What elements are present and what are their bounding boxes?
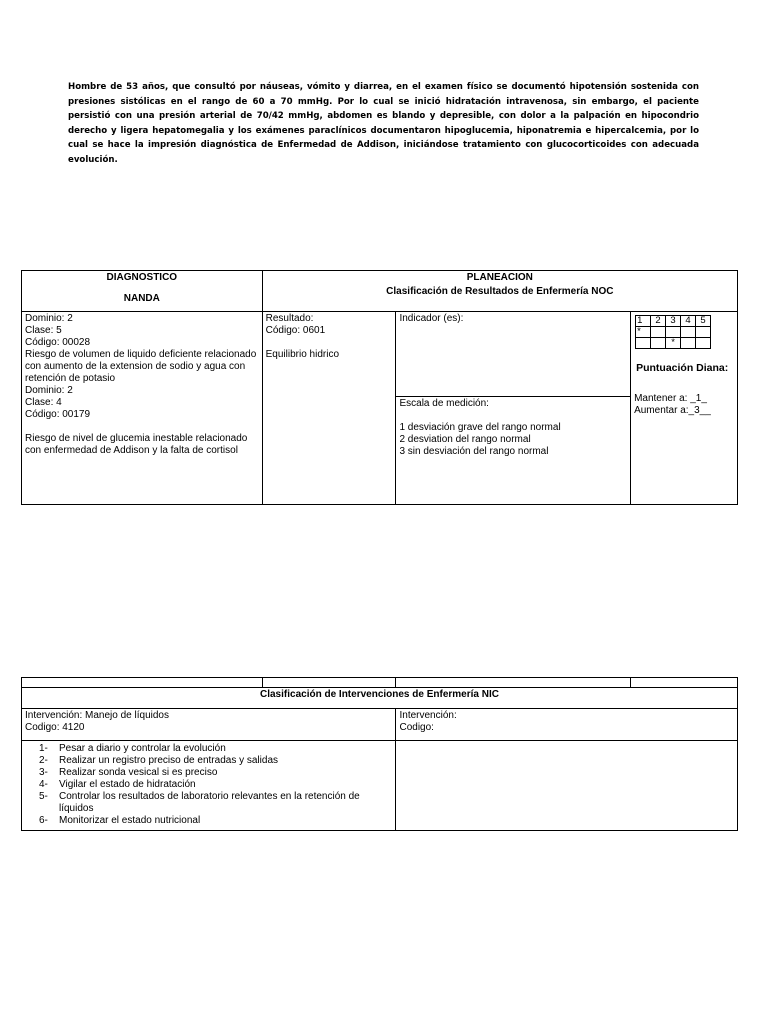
score-mark	[696, 338, 711, 349]
list-item: 2- Realizar un registro preciso de entradas y salidas	[39, 755, 278, 766]
score-grid	[635, 315, 711, 349]
dx1-text: Riesgo de volumen de liquido deficiente relacionado con aumento de la extension de sodio y agua con retención de potasio	[25, 349, 257, 384]
list-item: 5- Controlar los resultados de laboratorio relevantes en la retención de líquidos	[39, 791, 360, 814]
score-header: 4	[681, 316, 696, 327]
case-description: Hombre de 53 años, que consultó por náuseas, vómito y diarrea, en el examen físico se documentó hipotensión sostenida con presiones sistólicas en el rango de 60 a 70 mmHg. Por lo cual se inició hidratación intravenosa, sin embargo, el paciente persistió con una presión arterial de 70/42 mmHg, abdomen es blando y depresible, con dolor a la palpación en hipocondrio derecho y ligera hepatomegalia y los exámenes paraclínicos documentaron hipoglucemia, hiponatremia e hipercalcemia, por lo cual se hace la impresión diagnóstica de Enfermedad de Addison, iniciándose tratamiento con glucocorticoides con adecuada evolución.	[68, 82, 699, 165]
right-activities-cell	[396, 741, 738, 831]
escala-label: Escala de medición:	[399, 398, 489, 410]
escala-item: 3 sin desviación del rango normal	[399, 446, 549, 458]
mantener-value: Mantener a: _1_	[634, 393, 707, 404]
left-intervencion: Intervención: Manejo de líquidos	[25, 710, 169, 721]
planeacion-header-cell	[262, 271, 737, 312]
left-codigo: Codigo: 4120	[25, 722, 85, 733]
aumentar-value: Aumentar a:_3__	[634, 405, 711, 416]
puntuacion-cell	[631, 312, 738, 505]
resultado-cell	[262, 312, 396, 505]
escala-cell	[396, 397, 631, 505]
noc-title: Clasificación de Resultados de Enfermería NOC	[386, 286, 614, 297]
dx1-dominio: Dominio: 2	[25, 313, 73, 324]
score-header: 3	[666, 316, 681, 327]
left-intervention-cell	[22, 709, 396, 741]
score-header: 1	[636, 316, 651, 327]
diagnosis-cell	[22, 312, 263, 505]
score-mark	[666, 327, 681, 338]
dx1-clase: Clase: 5	[25, 325, 62, 336]
right-intervention-cell	[396, 709, 738, 741]
dx2-clase: Clase: 4	[25, 397, 62, 408]
indicador-label: Indicador (es):	[399, 313, 464, 324]
score-mark	[651, 327, 666, 338]
score-header: 2	[651, 316, 666, 327]
score-mark	[681, 327, 696, 338]
puntuacion-diana: Puntuación Diana:	[636, 362, 729, 374]
nic-table	[21, 677, 738, 831]
activities-cell	[22, 741, 396, 831]
list-item: 4- Vigilar el estado de hidratación	[39, 779, 196, 790]
resultado-nombre: Equilibrio hidrico	[265, 349, 340, 360]
score-header: 5	[696, 316, 711, 327]
activities-list	[25, 743, 392, 827]
dx2-text: Riesgo de nivel de glucemia inestable relacionado con enfermedad de Addison y la falta de cortisol	[25, 433, 248, 456]
escala-item: 2 desviation del rango normal	[399, 434, 531, 446]
score-mark	[696, 327, 711, 338]
nanda-label: NANDA	[123, 293, 160, 304]
dx1-codigo: Código: 00028	[25, 337, 91, 348]
list-item: 1- Pesar a diario y controlar la evolución	[39, 743, 226, 754]
indicador-cell	[396, 312, 631, 397]
score-mark: *	[636, 327, 651, 338]
score-mark: *	[666, 338, 681, 349]
nanda-noc-table	[21, 270, 738, 505]
score-mark	[681, 338, 696, 349]
resultado-label: Resultado:	[265, 313, 314, 324]
planeacion-header: PLANEACION	[466, 272, 533, 283]
list-item: 6- Monitorizar el estado nutricional	[39, 815, 201, 826]
list-item: 3- Realizar sonda vesical si es preciso	[39, 767, 218, 778]
dx2-dominio: Dominio: 2	[25, 385, 73, 396]
right-codigo: Codigo:	[399, 722, 434, 733]
score-mark	[651, 338, 666, 349]
nic-title: Clasificación de Intervenciones de Enfermería NIC	[22, 688, 738, 709]
right-intervencion: Intervención:	[399, 710, 457, 721]
diagnostico-header: DIAGNOSTICO	[106, 272, 178, 283]
dx2-codigo: Código: 00179	[25, 409, 91, 420]
diagnostico-header-cell	[22, 271, 263, 312]
resultado-codigo: Código: 0601	[265, 325, 326, 336]
escala-item: 1 desviación grave del rango normal	[399, 422, 561, 434]
score-mark	[636, 338, 651, 349]
